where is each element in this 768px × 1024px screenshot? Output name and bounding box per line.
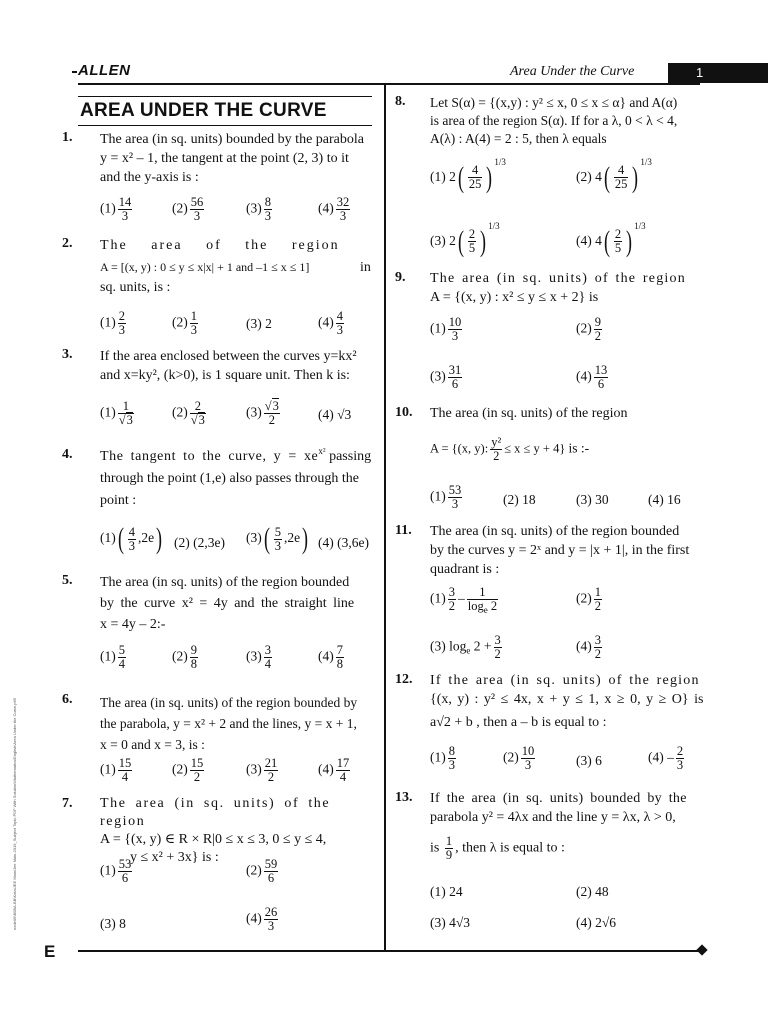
question-text <box>100 692 384 755</box>
option-4: (4) (3,6e) <box>318 535 369 550</box>
question-number: 13. <box>395 790 413 805</box>
text-line: A = {(x, y) : x² ≤ y ≤ x + 2} is <box>430 290 599 305</box>
text-line: A(λ) : A(4) = 2 : 5, then λ equals <box>430 131 607 146</box>
footer-rule <box>78 950 700 952</box>
question-number: 9. <box>395 270 406 285</box>
option-1: (1) $\frac{10}{3}$ <box>430 315 462 343</box>
text-line: by the curve x² = 4y and the straight line <box>100 596 355 611</box>
option-2: (2) (2,3e) <box>174 535 225 550</box>
option-2: (2) 4( $\frac{4}{25}$ ) $^{1/3}$ <box>576 157 652 194</box>
question-number: 8. <box>395 94 406 109</box>
running-title: Area Under the Curve <box>510 64 635 79</box>
question-text <box>100 347 380 385</box>
text-line: by the curves y = 2ˣ and y = |x + 1|, in the first <box>430 543 690 558</box>
text-line: parabola y² = 4λx and the line y = λx, λ > 0, <box>430 810 676 825</box>
question-text <box>430 522 710 579</box>
option-3: (3) $\frac{√3}{2}$ <box>246 399 279 427</box>
page-title: AREA UNDER THE CURVE <box>80 100 327 121</box>
question-text-line: is $\frac{1}{9}$ , then λ is equal to : <box>430 834 565 862</box>
text-line: If the area (in sq. units) of the region <box>430 673 700 688</box>
text-line: y ≤ x² + 3x} is : <box>130 850 219 865</box>
text-line: The area (in sq. units) of the region bounded <box>100 575 350 590</box>
option-2: (2) $\frac{10}{3}$ <box>503 744 535 772</box>
text-line: x = 0 and x = 3, is : <box>100 737 205 752</box>
option-3: (3) 2( $\frac{2}{5}$ ) $^{1/3}$ <box>430 221 500 258</box>
question-text <box>430 269 710 307</box>
text-line: If the area enclosed between the curves y=kx² <box>100 349 357 364</box>
header-rule <box>78 83 700 85</box>
page-title-box <box>78 96 372 126</box>
option-3: (3) $\frac{31}{6}$ <box>430 363 462 391</box>
option-1: (1) $\frac{5}{4}$ <box>100 643 125 671</box>
text-line: The area of the region <box>100 238 340 253</box>
option-1: (1) $\frac{3}{2}$ – $\frac{1}{\log_e 2}$ <box>430 585 498 615</box>
question-number: 10. <box>395 405 413 420</box>
question-number: 4. <box>62 447 73 462</box>
column-divider <box>384 84 386 950</box>
text-line: point : <box>100 493 137 508</box>
text-line: The area (in sq. units) of the region bounded by <box>100 695 358 710</box>
option-3: (3) 8 <box>100 916 126 931</box>
question-text <box>100 130 380 187</box>
question-number: 5. <box>62 573 73 588</box>
text-line: the parabola, y = x² + 2 and the lines, y = x + 1, <box>100 716 357 731</box>
text-line: passing <box>329 449 372 464</box>
option-3: (3) $\frac{21}{2}$ <box>246 756 278 784</box>
question-number: 11. <box>395 523 412 538</box>
text-line: sq. units, is : <box>100 280 171 295</box>
text-line: The area (in sq. units) bounded by the parabola <box>100 132 364 147</box>
question-text <box>100 795 380 867</box>
question-number: 2. <box>62 236 73 251</box>
text-line: Let S(α) = {(x,y) : y² ≤ x, 0 ≤ x ≤ α} and A(α) <box>430 95 678 110</box>
text-line: The tangent to the curve, y = xe <box>100 449 319 464</box>
footer-diamond-icon <box>696 944 707 955</box>
question-number: 3. <box>62 347 73 362</box>
option-3: (3) 2 <box>246 316 272 331</box>
option-2: (2) $\frac{9}{2}$ <box>576 315 601 343</box>
option-2: (2) 48 <box>576 884 609 899</box>
option-4: (4) 2√6 <box>576 915 617 930</box>
region-expression: A = [(x, y) : 0 ≤ y ≤ x|x| + 1 and –1 ≤ x ≤ 1] <box>100 260 310 274</box>
text-line: The area (in sq. units) of the region <box>430 406 628 421</box>
page-number-box <box>668 63 768 83</box>
option-4: (4) $\frac{4}{3}$ <box>318 309 343 337</box>
option-4: (4) 16 <box>648 492 681 507</box>
option-1: (1) $\frac{1}{√3}$ <box>100 399 133 427</box>
option-3: (3) 6 <box>576 753 602 768</box>
text-line: The area (in sq. units) of the region <box>100 796 331 829</box>
text-line: is area of the region S(α). If for a λ, 0 < λ < 4, <box>430 113 678 128</box>
question-number: 7. <box>62 796 73 811</box>
text-line: and x=ky², (k>0), is 1 square unit. Then k is: <box>100 368 350 383</box>
text-line: through the point (1,e) also passes through the <box>100 471 359 486</box>
text-line: The area (in sq. units) of the region bounded <box>430 524 680 539</box>
text-line: quadrant is : <box>430 562 500 577</box>
question-text: The tangent to the curve, $y = xe^{x^2}$ passing through the point (1,e) also passes through the point : <box>100 446 380 512</box>
text-line: x = 4y – 2:- <box>100 617 166 632</box>
option-1: (1) $\frac{14}{3}$ <box>100 195 132 223</box>
question-text <box>430 789 710 827</box>
option-1: (1) $\frac{15}{4}$ <box>100 756 132 784</box>
text-line: {(x, y) : y² ≤ 4x, x + y ≤ 1, x ≥ 0, y ≥ O} is <box>430 692 704 707</box>
option-2: (2) $\frac{9}{8}$ <box>172 643 197 671</box>
option-3: (3) $\frac{3}{4}$ <box>246 643 271 671</box>
option-1: (1) $\frac{8}{3}$ <box>430 744 455 772</box>
option-1: (1) $\frac{53}{6}$ <box>100 857 132 885</box>
option-3: (3) 30 <box>576 492 609 507</box>
question-number: 1. <box>62 130 73 145</box>
option-4: (4) √3 <box>318 407 352 422</box>
footer-letter: E <box>44 942 56 961</box>
text-line: and the y-axis is : <box>100 170 199 185</box>
text-line: y = x² – 1, the tangent at the point (2, 3) to it <box>100 151 349 166</box>
text-line: in <box>360 260 371 275</box>
option-3: (3) $\frac{8}{3}$ <box>246 195 271 223</box>
option-4: (4) $\frac{32}{3}$ <box>318 195 350 223</box>
region-expression: A = {(x, y): $\frac{\text{y²}}{2}$ ≤ x ≤ y + 4} is :- <box>430 435 590 463</box>
option-4: (4) $\frac{17}{4}$ <box>318 756 350 784</box>
side-file-path: node06\B0BA-BB\Kota\JEE Main\Jee Main-2019_Subject Topic PDF With Solution\Mathematics\English\Area Under the Curve.p65 <box>12 697 17 930</box>
option-2: (2) 18 <box>503 492 536 507</box>
option-2: (2) $\frac{1}{2}$ <box>576 585 601 613</box>
text-line: The area (in sq. units) of the region <box>430 271 686 286</box>
option-4: (4) $\frac{7}{8}$ <box>318 643 343 671</box>
question-number: 6. <box>62 692 73 707</box>
option-1: (1) 2( $\frac{4}{25}$ ) $^{1/3}$ <box>430 157 506 194</box>
option-1: (1) 24 <box>430 884 463 899</box>
question-text <box>430 671 710 732</box>
option-2: (2) $\frac{2}{√3}$ <box>172 399 205 427</box>
text-line: a√2 + b , then a – b is equal to : <box>430 715 607 730</box>
option-1: (1)( $\frac{4}{3}$ ,2e) <box>100 522 163 555</box>
text-line: If the area (in sq. units) bounded by the <box>430 791 687 806</box>
question-text <box>430 94 710 148</box>
option-3: (3)( $\frac{5}{3}$ ,2e) <box>246 522 309 555</box>
option-4: (4) 4( $\frac{2}{5}$ ) $^{1/3}$ <box>576 221 646 258</box>
option-2: (2) $\frac{1}{3}$ <box>172 309 197 337</box>
option-2: (2) $\frac{59}{6}$ <box>246 857 278 885</box>
option-1: (1) $\frac{2}{3}$ <box>100 309 125 337</box>
option-4: (4) $\frac{13}{6}$ <box>576 363 608 391</box>
option-4: (4) $\frac{26}{3}$ <box>246 905 278 933</box>
question-text <box>100 572 380 635</box>
option-3: (3) 4√3 <box>430 915 471 930</box>
question-number: 12. <box>395 672 413 687</box>
option-2: (2) $\frac{15}{2}$ <box>172 756 204 784</box>
option-4: (4) – $\frac{2}{3}$ <box>648 744 684 772</box>
option-3: (3) $\log_e 2$ + $\frac{3}{2}$ <box>430 633 501 661</box>
page-number: 1 <box>696 65 704 80</box>
option-4: (4) $\frac{3}{2}$ <box>576 633 601 661</box>
text-line: A = {(x, y) ∈ R × R|0 ≤ x ≤ 3, 0 ≤ y ≤ 4, <box>100 832 327 847</box>
option-1: (1) $\frac{53}{3}$ <box>430 483 462 511</box>
option-2: (2) $\frac{56}{3}$ <box>172 195 204 223</box>
brand-logo: ALLEN <box>78 62 131 79</box>
